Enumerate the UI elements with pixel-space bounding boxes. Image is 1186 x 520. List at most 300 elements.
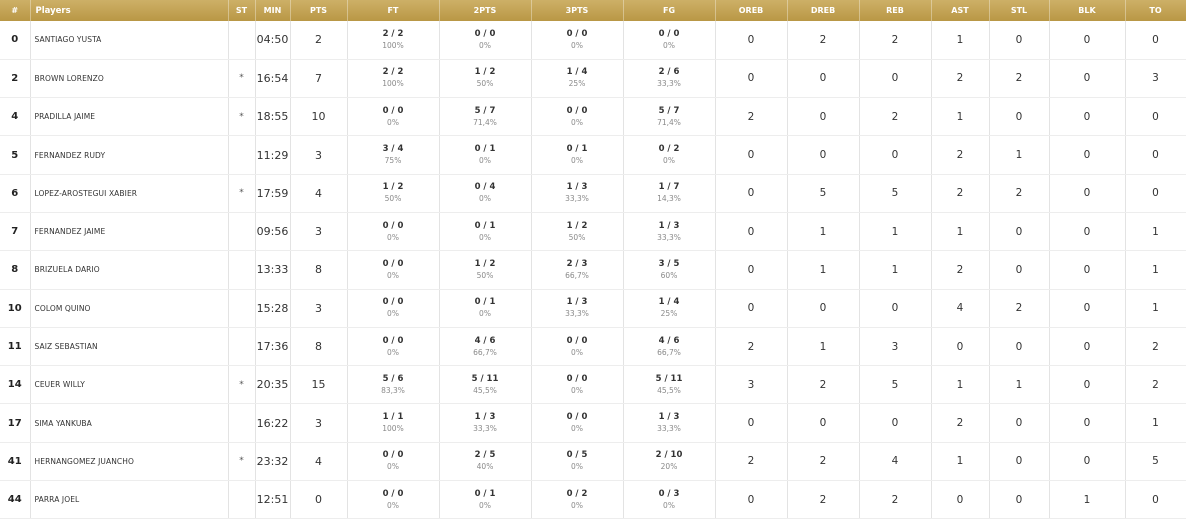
assists-value: 1 [931,212,989,250]
player-rows [0,21,1186,519]
blocks-value: 0 [1049,174,1125,212]
free-throws-cell [347,59,439,97]
assists-value: 1 [931,366,989,404]
turnovers-value: 1 [1125,404,1186,442]
starter-marker [228,289,255,327]
field-goals-percent: 66,7% [657,347,681,357]
blocks-value: 0 [1049,212,1125,250]
two-pointers-made: 0 / 1 [474,220,496,231]
field-goals-made: 4 / 6 [658,335,680,346]
offensive-rebounds-value: 2 [715,98,787,136]
points-value: 7 [290,59,347,97]
field-goals-cell [623,481,715,519]
points-value: 15 [290,366,347,404]
three-pointers-cell [531,404,623,442]
three-pointers-percent: 66,7% [565,270,589,280]
field-goals-cell [623,136,715,174]
three-pointers-percent: 0% [571,385,583,395]
two-pointers-cell [439,442,531,480]
two-pointers-percent: 40% [476,462,494,472]
two-pointers-cell [439,251,531,289]
two-pointers-made: 5 / 11 [471,373,499,384]
player-name: HERNANGOMEZ JUANCHO [30,442,228,480]
header-steals: STL [989,0,1049,21]
player-name: SIMA YANKUBA [30,404,228,442]
header-three-pointers: 3PTS [531,0,623,21]
defensive-rebounds-value: 0 [787,59,859,97]
minutes-value: 09:56 [255,212,290,250]
player-number: 0 [0,21,30,59]
turnovers-value: 0 [1125,136,1186,174]
three-pointers-percent: 0% [571,462,583,472]
steals-value: 0 [989,212,1049,250]
two-pointers-made: 0 / 1 [474,297,496,308]
three-pointers-made: 0 / 0 [566,105,588,116]
player-name: PRADILLA JAIME [30,98,228,136]
steals-value: 1 [989,136,1049,174]
starter-marker [228,251,255,289]
assists-value: 1 [931,21,989,59]
header-row [0,0,1186,21]
three-pointers-made: 0 / 5 [566,450,588,461]
blocks-value: 1 [1049,481,1125,519]
two-pointers-percent: 45,5% [473,385,497,395]
starter-marker [228,404,255,442]
field-goals-cell [623,251,715,289]
player-name: SANTIAGO YUSTA [30,21,228,59]
points-value: 8 [290,251,347,289]
minutes-value: 18:55 [255,98,290,136]
two-pointers-cell [439,366,531,404]
three-pointers-percent: 0% [571,40,583,50]
three-pointers-made: 1 / 4 [566,67,588,78]
turnovers-value: 2 [1125,327,1186,365]
rebounds-value: 0 [859,404,931,442]
free-throws-made: 0 / 0 [382,220,404,231]
steals-value: 0 [989,327,1049,365]
turnovers-value: 2 [1125,366,1186,404]
table-row [0,289,1186,327]
two-pointers-made: 1 / 2 [474,67,496,78]
steals-value: 0 [989,98,1049,136]
minutes-value: 20:35 [255,366,290,404]
rebounds-value: 3 [859,327,931,365]
free-throws-cell [347,289,439,327]
steals-value: 2 [989,289,1049,327]
two-pointers-cell [439,98,531,136]
free-throws-made: 0 / 0 [382,105,404,116]
two-pointers-cell [439,174,531,212]
player-number: 4 [0,98,30,136]
three-pointers-percent: 0% [571,156,583,166]
offensive-rebounds-value: 0 [715,59,787,97]
steals-value: 0 [989,251,1049,289]
player-number: 5 [0,136,30,174]
free-throws-percent: 100% [382,40,404,50]
field-goals-cell [623,442,715,480]
defensive-rebounds-value: 2 [787,481,859,519]
field-goals-cell [623,59,715,97]
two-pointers-cell [439,481,531,519]
two-pointers-cell [439,212,531,250]
blocks-value: 0 [1049,136,1125,174]
minutes-value: 16:54 [255,59,290,97]
blocks-value: 0 [1049,251,1125,289]
three-pointers-made: 0 / 0 [566,335,588,346]
defensive-rebounds-value: 0 [787,98,859,136]
turnovers-value: 0 [1125,174,1186,212]
two-pointers-made: 4 / 6 [474,335,496,346]
offensive-rebounds-value: 0 [715,481,787,519]
minutes-value: 15:28 [255,289,290,327]
free-throws-made: 0 / 0 [382,258,404,269]
free-throws-cell [347,98,439,136]
player-number: 7 [0,212,30,250]
field-goals-made: 2 / 10 [655,450,683,461]
player-name: PARRA JOEL [30,481,228,519]
header-turnovers: TO [1125,0,1186,21]
turnovers-value: 0 [1125,98,1186,136]
turnovers-value: 1 [1125,251,1186,289]
player-name: CEUER WILLY [30,366,228,404]
field-goals-cell [623,212,715,250]
field-goals-percent: 14,3% [657,194,681,204]
field-goals-percent: 0% [663,500,675,510]
free-throws-made: 0 / 0 [382,297,404,308]
three-pointers-percent: 50% [568,232,586,242]
three-pointers-percent: 0% [571,424,583,434]
header-players: Players [30,0,228,21]
free-throws-made: 2 / 2 [382,67,404,78]
three-pointers-made: 2 / 3 [566,258,588,269]
player-name: COLOM QUINO [30,289,228,327]
field-goals-cell [623,404,715,442]
offensive-rebounds-value: 0 [715,404,787,442]
defensive-rebounds-value: 2 [787,366,859,404]
minutes-value: 11:29 [255,136,290,174]
free-throws-percent: 83,3% [381,385,405,395]
turnovers-value: 3 [1125,59,1186,97]
field-goals-percent: 0% [663,156,675,166]
header-points: PTS [290,0,347,21]
field-goals-percent: 45,5% [657,385,681,395]
free-throws-made: 3 / 4 [382,144,404,155]
field-goals-made: 0 / 2 [658,144,680,155]
field-goals-percent: 71,4% [657,117,681,127]
points-value: 8 [290,327,347,365]
two-pointers-percent: 50% [476,79,494,89]
field-goals-percent: 33,3% [657,232,681,242]
header-number: # [0,0,30,21]
field-goals-cell [623,289,715,327]
three-pointers-made: 1 / 3 [566,182,588,193]
header-starter: ST [228,0,255,21]
defensive-rebounds-value: 1 [787,251,859,289]
two-pointers-percent: 0% [479,309,491,319]
three-pointers-made: 0 / 0 [566,28,588,39]
three-pointers-cell [531,174,623,212]
three-pointers-percent: 0% [571,500,583,510]
header-blocks: BLK [1049,0,1125,21]
turnovers-value: 1 [1125,212,1186,250]
player-number: 17 [0,404,30,442]
minutes-value: 04:50 [255,21,290,59]
free-throws-cell [347,327,439,365]
two-pointers-made: 0 / 1 [474,144,496,155]
two-pointers-percent: 0% [479,232,491,242]
field-goals-cell [623,174,715,212]
steals-value: 2 [989,174,1049,212]
header-defensive-rebounds: DREB [787,0,859,21]
two-pointers-percent: 71,4% [473,117,497,127]
two-pointers-made: 0 / 1 [474,488,496,499]
two-pointers-cell [439,21,531,59]
three-pointers-cell [531,212,623,250]
table-row [0,98,1186,136]
blocks-value: 0 [1049,59,1125,97]
two-pointers-made: 1 / 3 [474,412,496,423]
two-pointers-percent: 66,7% [473,347,497,357]
minutes-value: 12:51 [255,481,290,519]
offensive-rebounds-value: 0 [715,212,787,250]
player-number: 8 [0,251,30,289]
three-pointers-made: 1 / 2 [566,220,588,231]
defensive-rebounds-value: 0 [787,289,859,327]
field-goals-made: 0 / 3 [658,488,680,499]
blocks-value: 0 [1049,442,1125,480]
rebounds-value: 4 [859,442,931,480]
minutes-value: 23:32 [255,442,290,480]
free-throws-made: 1 / 2 [382,182,404,193]
rebounds-value: 1 [859,251,931,289]
free-throws-percent: 0% [387,270,399,280]
rebounds-value: 2 [859,21,931,59]
two-pointers-cell [439,136,531,174]
header-free-throws: FT [347,0,439,21]
field-goals-cell [623,366,715,404]
defensive-rebounds-value: 2 [787,21,859,59]
points-value: 3 [290,404,347,442]
rebounds-value: 1 [859,212,931,250]
player-number: 41 [0,442,30,480]
free-throws-made: 0 / 0 [382,335,404,346]
minutes-value: 13:33 [255,251,290,289]
points-value: 3 [290,289,347,327]
offensive-rebounds-value: 0 [715,289,787,327]
turnovers-value: 0 [1125,21,1186,59]
assists-value: 4 [931,289,989,327]
two-pointers-percent: 0% [479,194,491,204]
free-throws-cell [347,21,439,59]
points-value: 0 [290,481,347,519]
defensive-rebounds-value: 1 [787,327,859,365]
table-row [0,481,1186,519]
starter-marker: * [228,174,255,212]
assists-value: 2 [931,404,989,442]
field-goals-made: 3 / 5 [658,258,680,269]
steals-value: 0 [989,442,1049,480]
offensive-rebounds-value: 2 [715,442,787,480]
field-goals-made: 2 / 6 [658,67,680,78]
starter-marker: * [228,442,255,480]
player-name: FERNANDEZ JAIME [30,212,228,250]
free-throws-cell [347,442,439,480]
starter-marker: * [228,59,255,97]
rebounds-value: 0 [859,136,931,174]
field-goals-percent: 33,3% [657,424,681,434]
player-name: FERNANDEZ RUDY [30,136,228,174]
three-pointers-cell [531,366,623,404]
table-row [0,136,1186,174]
field-goals-made: 1 / 7 [658,182,680,193]
three-pointers-cell [531,98,623,136]
table-row [0,21,1186,59]
assists-value: 2 [931,59,989,97]
three-pointers-cell [531,289,623,327]
field-goals-made: 1 / 4 [658,297,680,308]
offensive-rebounds-value: 0 [715,136,787,174]
two-pointers-cell [439,404,531,442]
defensive-rebounds-value: 0 [787,136,859,174]
player-number: 11 [0,327,30,365]
field-goals-percent: 25% [660,309,678,319]
free-throws-cell [347,366,439,404]
three-pointers-made: 0 / 2 [566,488,588,499]
steals-value: 0 [989,481,1049,519]
free-throws-cell [347,136,439,174]
free-throws-percent: 100% [382,424,404,434]
two-pointers-percent: 0% [479,40,491,50]
free-throws-made: 5 / 6 [382,373,404,384]
three-pointers-made: 0 / 1 [566,144,588,155]
assists-value: 0 [931,327,989,365]
three-pointers-cell [531,21,623,59]
blocks-value: 0 [1049,98,1125,136]
defensive-rebounds-value: 5 [787,174,859,212]
header-offensive-rebounds: OREB [715,0,787,21]
free-throws-made: 0 / 0 [382,488,404,499]
two-pointers-cell [439,289,531,327]
offensive-rebounds-value: 2 [715,327,787,365]
free-throws-cell [347,481,439,519]
free-throws-percent: 50% [384,194,402,204]
free-throws-percent: 0% [387,117,399,127]
player-number: 14 [0,366,30,404]
two-pointers-made: 5 / 7 [474,105,496,116]
rebounds-value: 5 [859,366,931,404]
three-pointers-cell [531,136,623,174]
three-pointers-cell [531,442,623,480]
two-pointers-percent: 50% [476,270,494,280]
player-name: LOPEZ-AROSTEGUI XABIER [30,174,228,212]
header-assists: AST [931,0,989,21]
minutes-value: 17:36 [255,327,290,365]
steals-value: 1 [989,366,1049,404]
three-pointers-made: 1 / 3 [566,297,588,308]
free-throws-made: 2 / 2 [382,28,404,39]
free-throws-cell [347,212,439,250]
three-pointers-cell [531,59,623,97]
starter-marker: * [228,366,255,404]
turnovers-value: 1 [1125,289,1186,327]
steals-value: 0 [989,21,1049,59]
rebounds-value: 5 [859,174,931,212]
three-pointers-percent: 33,3% [565,194,589,204]
starter-marker [228,21,255,59]
field-goals-cell [623,327,715,365]
free-throws-cell [347,404,439,442]
free-throws-percent: 0% [387,462,399,472]
points-value: 3 [290,212,347,250]
free-throws-made: 1 / 1 [382,412,404,423]
starter-marker [228,136,255,174]
two-pointers-made: 1 / 2 [474,258,496,269]
assists-value: 2 [931,136,989,174]
blocks-value: 0 [1049,404,1125,442]
table-row [0,59,1186,97]
free-throws-percent: 100% [382,79,404,89]
offensive-rebounds-value: 0 [715,251,787,289]
player-number: 44 [0,481,30,519]
two-pointers-percent: 0% [479,156,491,166]
starter-marker [228,327,255,365]
three-pointers-percent: 0% [571,117,583,127]
table-row [0,327,1186,365]
field-goals-made: 1 / 3 [658,412,680,423]
two-pointers-cell [439,327,531,365]
minutes-value: 16:22 [255,404,290,442]
rebounds-value: 2 [859,481,931,519]
header-rebounds: REB [859,0,931,21]
points-value: 10 [290,98,347,136]
free-throws-percent: 0% [387,500,399,510]
table-row [0,442,1186,480]
header-minutes: MIN [255,0,290,21]
three-pointers-cell [531,481,623,519]
header-two-pointers: 2PTS [439,0,531,21]
three-pointers-percent: 33,3% [565,309,589,319]
table-row [0,251,1186,289]
assists-value: 2 [931,174,989,212]
points-value: 2 [290,21,347,59]
player-number: 10 [0,289,30,327]
table-row [0,404,1186,442]
two-pointers-made: 2 / 5 [474,450,496,461]
defensive-rebounds-value: 2 [787,442,859,480]
field-goals-percent: 20% [660,462,678,472]
steals-value: 2 [989,59,1049,97]
free-throws-cell [347,251,439,289]
two-pointers-cell [439,59,531,97]
defensive-rebounds-value: 0 [787,404,859,442]
table-row [0,174,1186,212]
assists-value: 1 [931,442,989,480]
header-field-goals: FG [623,0,715,21]
two-pointers-made: 0 / 4 [474,182,496,193]
offensive-rebounds-value: 0 [715,174,787,212]
player-number: 2 [0,59,30,97]
player-number: 6 [0,174,30,212]
field-goals-cell [623,98,715,136]
free-throws-percent: 0% [387,232,399,242]
player-name: SAIZ SEBASTIAN [30,327,228,365]
points-value: 4 [290,174,347,212]
blocks-value: 0 [1049,289,1125,327]
field-goals-percent: 60% [660,270,678,280]
rebounds-value: 0 [859,59,931,97]
free-throws-percent: 75% [384,156,402,166]
three-pointers-made: 0 / 0 [566,412,588,423]
